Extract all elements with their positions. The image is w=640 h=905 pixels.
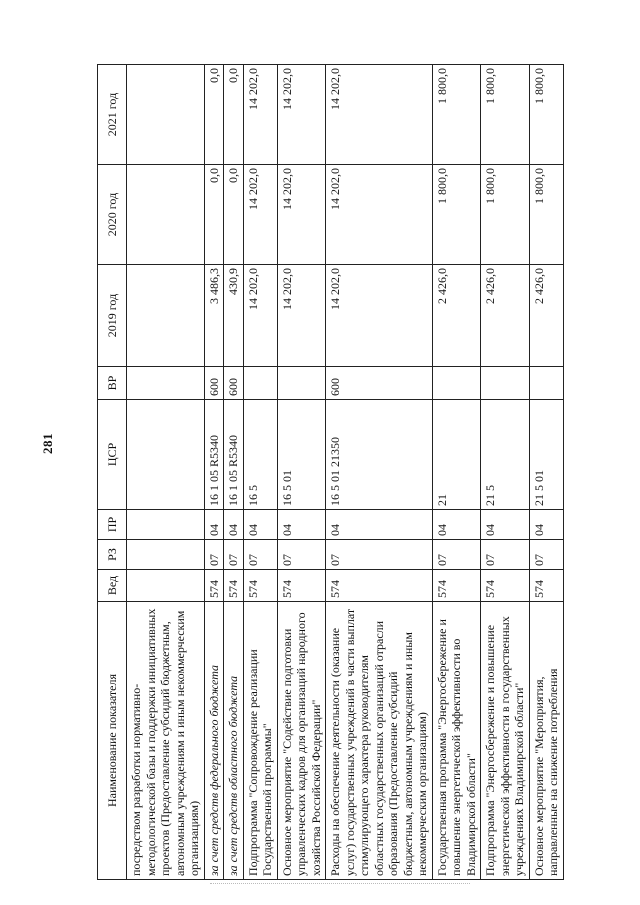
row-2019: 2 426,0 (529, 265, 563, 367)
row-2021: 1 800,0 (481, 65, 530, 165)
row-csr (127, 400, 205, 510)
row-2020 (127, 165, 205, 265)
row-2021: 1 800,0 (529, 65, 563, 165)
row-csr: 16 5 01 21350 (326, 400, 433, 510)
row-rz: 07 (326, 540, 433, 570)
row-ved: 574 (326, 570, 433, 602)
table-row (326, 65, 433, 880)
row-2020: 0,0 (224, 165, 244, 265)
row-vr: 600 (224, 367, 244, 400)
row-vr (432, 367, 481, 400)
row-2019: 3 486,3 (204, 265, 224, 367)
row-pr: 04 (326, 510, 433, 540)
row-rz: 07 (243, 540, 277, 570)
row-rz (127, 540, 205, 570)
row-name: Основное мероприятие "Содействие подготовки управленческих кадров для организаций народного хозяйства Российской Федерации" (277, 602, 326, 880)
row-ved: 574 (481, 570, 530, 602)
row-name: Подпрограмма "Энергосбережение и повышение энергетической эффективности в государственных учреждениях Владимирской области" (481, 602, 530, 880)
row-2020: 14 202,0 (277, 165, 326, 265)
table-row (481, 65, 530, 880)
row-pr: 04 (277, 510, 326, 540)
header-vr: ВР (98, 367, 127, 400)
row-vr: 600 (204, 367, 224, 400)
row-2021: 14 202,0 (326, 65, 433, 165)
row-2020: 1 800,0 (481, 165, 530, 265)
row-name: Основное мероприятие "Мероприятия, направленные на снижение потребления (529, 602, 563, 880)
header-2019: 2019 год (98, 265, 127, 367)
row-ved: 574 (243, 570, 277, 602)
row-pr: 04 (529, 510, 563, 540)
row-csr: 16 5 01 (277, 400, 326, 510)
row-rz: 07 (432, 540, 481, 570)
row-rz: 07 (529, 540, 563, 570)
row-2019: 430,9 (224, 265, 244, 367)
row-csr: 16 1 05 R5340 (224, 400, 244, 510)
row-name: за счет средств федерального бюджета (204, 602, 224, 880)
row-vr (529, 367, 563, 400)
row-rz: 07 (277, 540, 326, 570)
table-row (127, 65, 205, 880)
row-vr (127, 367, 205, 400)
table-row (432, 65, 481, 880)
row-2019: 14 202,0 (277, 265, 326, 367)
row-pr: 04 (481, 510, 530, 540)
row-ved: 574 (277, 570, 326, 602)
header-csr: ЦСР (98, 400, 127, 510)
row-pr (127, 510, 205, 540)
row-2020: 1 800,0 (529, 165, 563, 265)
header-2021: 2021 год (98, 65, 127, 165)
row-2021: 0,0 (204, 65, 224, 165)
row-2019: 14 202,0 (243, 265, 277, 367)
header-2020: 2020 год (98, 165, 127, 265)
table-row (204, 65, 224, 880)
table-row (243, 65, 277, 880)
header-ved: Вед (98, 570, 127, 602)
row-rz: 07 (224, 540, 244, 570)
row-name: Государственная программа "Энергосбережение и повышение энергетической эффективности во Владимирской области" (432, 602, 481, 880)
row-2020: 14 202,0 (243, 165, 277, 265)
row-2021 (127, 65, 205, 165)
row-ved: 574 (204, 570, 224, 602)
row-pr: 04 (224, 510, 244, 540)
row-2020: 14 202,0 (326, 165, 433, 265)
row-vr (243, 367, 277, 400)
row-2021: 14 202,0 (277, 65, 326, 165)
row-pr: 04 (432, 510, 481, 540)
header-name: Наименование показателя (98, 602, 127, 880)
table-row (529, 65, 563, 880)
row-2019: 2 426,0 (432, 265, 481, 367)
row-pr: 04 (243, 510, 277, 540)
row-rz: 07 (204, 540, 224, 570)
row-csr: 21 (432, 400, 481, 510)
table-header-row (98, 65, 127, 880)
row-ved: 574 (432, 570, 481, 602)
row-name: Расходы на обеспечение деятельности (оказание услуг) государственных учреждений в части выплат стимулирующего характера руководителям областных государственных организаций отрасли образования (Предоставление субсидий бюджетным, автономным учреждениям и иным некоммерческим организациям) (326, 602, 433, 880)
row-2020: 0,0 (204, 165, 224, 265)
bottom-dotted-line (210, 883, 470, 884)
table-row (224, 65, 244, 880)
row-csr: 16 5 (243, 400, 277, 510)
row-pr: 04 (204, 510, 224, 540)
row-2021: 0,0 (224, 65, 244, 165)
row-csr: 16 1 05 R5340 (204, 400, 224, 510)
row-vr (481, 367, 530, 400)
row-ved: 574 (529, 570, 563, 602)
rotated-page-content (97, 65, 612, 880)
row-2021: 14 202,0 (243, 65, 277, 165)
row-2019: 2 426,0 (481, 265, 530, 367)
row-csr: 21 5 (481, 400, 530, 510)
row-2019 (127, 265, 205, 367)
row-name: посредством разработки нормативно-методологической базы и поддержки инициативных проектов (Предоставление субсидий бюджетным, автономным учреждениям и иным некоммерческим организациям) (127, 602, 205, 880)
budget-table (97, 64, 564, 880)
row-name: Подпрограмма "Сопровождение реализации Государственной программы" (243, 602, 277, 880)
header-rz: РЗ (98, 540, 127, 570)
row-2019: 14 202,0 (326, 265, 433, 367)
row-vr: 600 (326, 367, 433, 400)
table-row (277, 65, 326, 880)
row-ved: 574 (224, 570, 244, 602)
row-2021: 1 800,0 (432, 65, 481, 165)
row-rz: 07 (481, 540, 530, 570)
row-vr (277, 367, 326, 400)
row-ved (127, 570, 205, 602)
row-2020: 1 800,0 (432, 165, 481, 265)
row-name: за счет средств областного бюджета (224, 602, 244, 880)
header-pr: ПР (98, 510, 127, 540)
page-number: 281 (40, 433, 55, 454)
row-csr: 21 5 01 (529, 400, 563, 510)
